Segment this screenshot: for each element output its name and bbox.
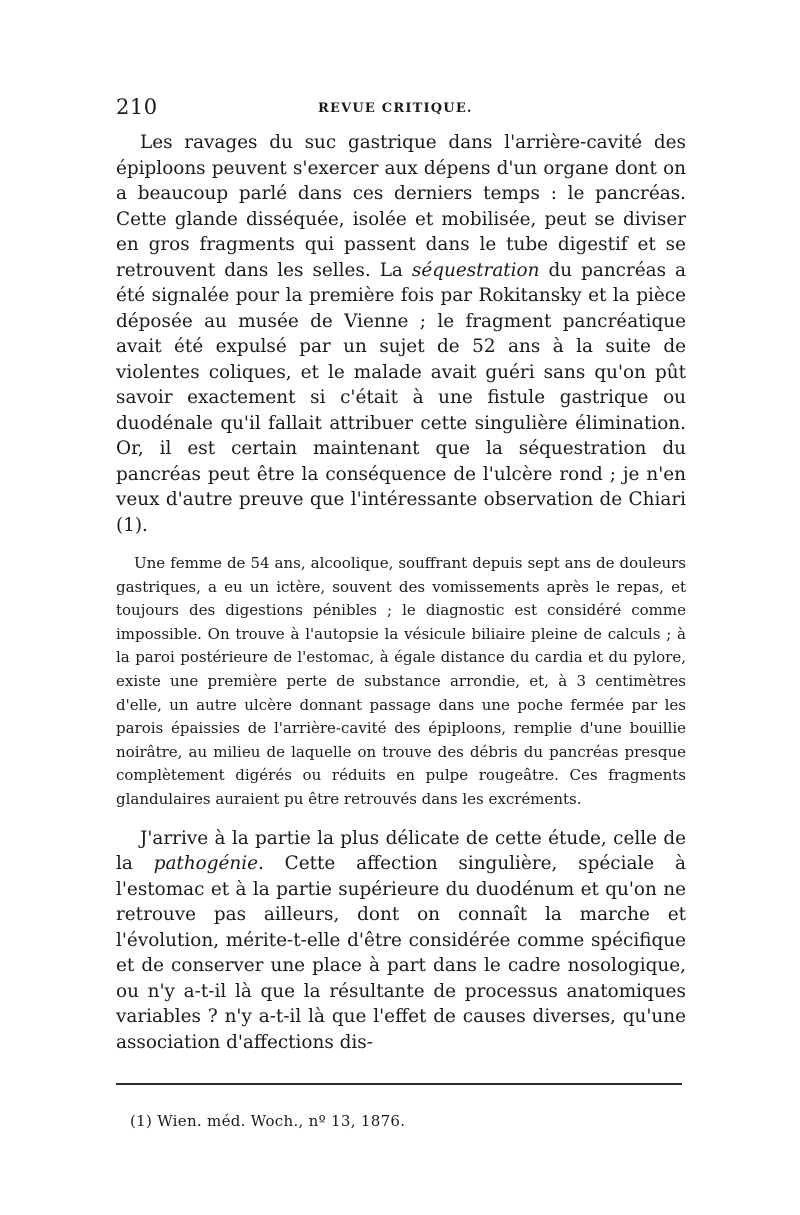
italic-term: pathogénie. xyxy=(153,853,264,875)
paragraph-text: Cette affection singulière, spéciale à l'estomac et à la partie supérieure du duodénum et qu'on ne retrouve pas ailleurs, dont on connaît la marche et l'évolution, mérite-t-elle d'être considérée comme spécifique et de conserver une place à part dans le cadre nosologique, ou n'y a-t-il là que la résultante de processus anatomiques variables ? n'y a-t-il là que l'effet de causes diverses, qu'une association d'affections dis- xyxy=(116,853,686,1053)
page-number: 210 xyxy=(116,95,158,119)
paragraph-text: du pancréas a été signalée pour la première fois par Rokitansky et la pièce déposée au musée de Vienne ; le fragment pancréatique avait été expulsé par un sujet de 52 ans à la suite de violentes coliques, et le malade avait guéri sans qu'on pût savoir exactement si c'était à une fistule gastrique ou duodénale qu'il fallait attribuer cette singulière élimination. Or, il est certain maintenant que la séquestration du pancréas peut être la conséquence de l'ulcère rond ; je n'en veux d'autre preuve que l'intéressante observation de Chiari (1). xyxy=(116,259,686,536)
paragraph-pathogenie xyxy=(116,826,686,1056)
paragraph-sequestration xyxy=(116,130,686,538)
paragraph-text: Les ravages du suc gastrique dans l'arrière-cavité des épiploons peuvent s'exercer aux dépens d'un organe dont on a beaucoup parlé dans ces derniers temps : le pancréas. Cette glande disséquée, isolée et mobilisée, peut se diviser en gros fragments qui passent dans le tube digestif et se retrouvent dans les selles. La xyxy=(116,132,686,281)
page-header xyxy=(116,95,686,125)
page-body xyxy=(116,95,686,1055)
running-head: REVUE CRITIQUE. xyxy=(318,101,473,116)
case-observation: Une femme de 54 ans, alcoolique, souffrant depuis sept ans de douleurs gastriques, a eu un ictère, souvent des vomissements après le repas, et toujours des digestions pénibles ; le diagnostic est considéré comme impossible. On trouve à l'autopsie la vésicule biliaire pleine de calculs ; à la paroi postérieure de l'estomac, à égale distance du cardia et du pylore, existe une première perte de substance arrondie, et, à 3 centimètres d'elle, un autre ulcère donnant passage dans une poche fermée par les parois épaissies de l'arrière-cavité des épiploons, remplie d'une bouillie noirâtre, au milieu de laquelle on trouve des débris du pancréas presque complètement digérés ou réduits en pulpe rougeâtre. Ces fragments glandulaires auraient pu être retrouvés dans les excréments. xyxy=(116,554,686,808)
footnote: (1) Wien. méd. Woch., nº 13, 1876. xyxy=(130,1112,406,1130)
footnote-divider xyxy=(116,1083,682,1085)
paragraph-text: J'arrive à la partie la plus délicate de cette étude, celle de la xyxy=(116,827,686,875)
italic-term: séquestration xyxy=(411,259,540,281)
